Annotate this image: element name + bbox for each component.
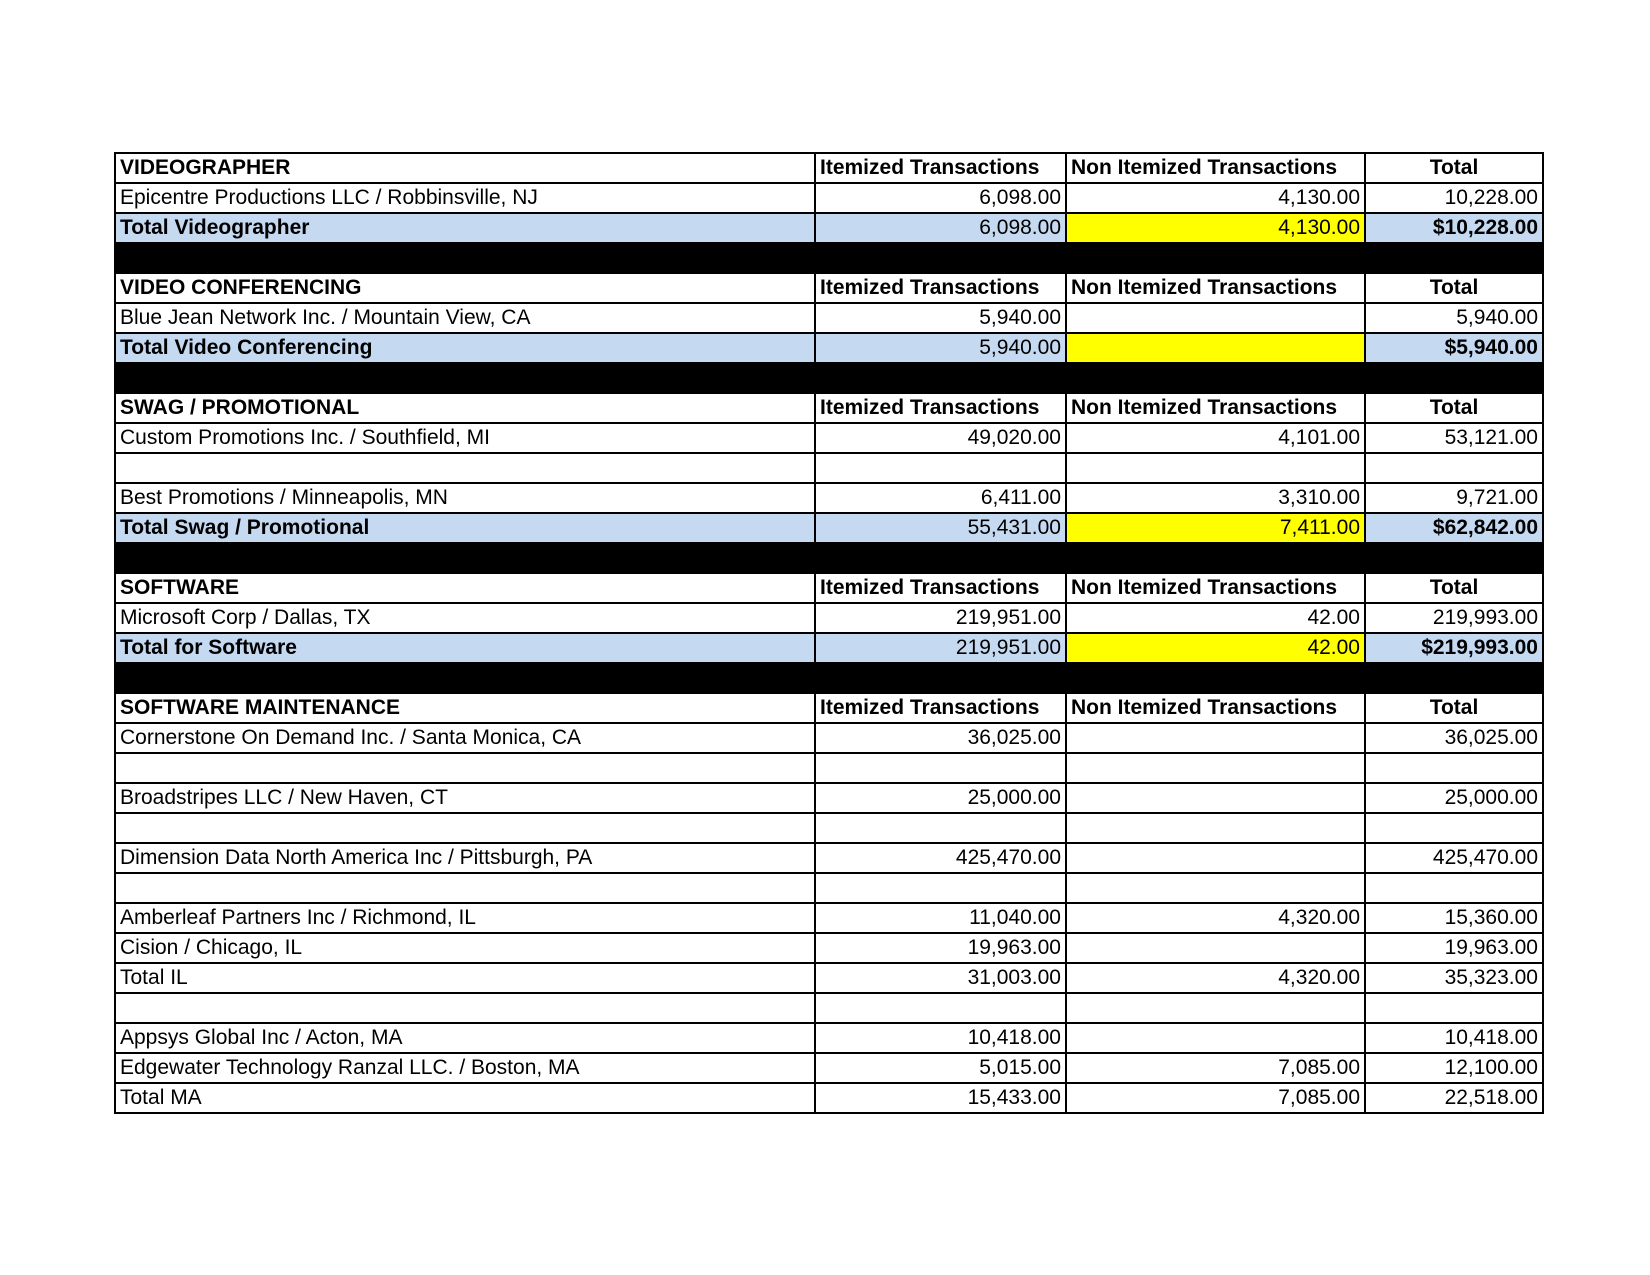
column-header-non-itemized: Non Itemized Transactions bbox=[1066, 693, 1365, 723]
total-cell: 35,323.00 bbox=[1365, 963, 1543, 993]
vendor-cell: Amberleaf Partners Inc / Richmond, IL bbox=[115, 903, 815, 933]
table-row bbox=[115, 1023, 1543, 1053]
section-total-non-itemized: 7,411.00 bbox=[1066, 513, 1365, 543]
non-itemized-cell bbox=[1066, 1023, 1365, 1053]
vendor-cell: Cornerstone On Demand Inc. / Santa Monica, CA bbox=[115, 723, 815, 753]
column-header-total: Total bbox=[1365, 573, 1543, 603]
column-header-non-itemized: Non Itemized Transactions bbox=[1066, 573, 1365, 603]
section-total-row bbox=[115, 633, 1543, 663]
vendor-cell bbox=[115, 453, 815, 483]
total-cell bbox=[1365, 813, 1543, 843]
table-row bbox=[115, 483, 1543, 513]
section-grand-total: $62,842.00 bbox=[1365, 513, 1543, 543]
vendor-cell: Appsys Global Inc / Acton, MA bbox=[115, 1023, 815, 1053]
vendor-cell bbox=[115, 753, 815, 783]
section-total-non-itemized: 4,130.00 bbox=[1066, 213, 1365, 243]
column-header-itemized: Itemized Transactions bbox=[815, 273, 1066, 303]
table-row bbox=[115, 183, 1543, 213]
vendor-cell: Broadstripes LLC / New Haven, CT bbox=[115, 783, 815, 813]
section-title: SOFTWARE bbox=[115, 573, 815, 603]
table-row bbox=[115, 873, 1543, 903]
total-cell: 15,360.00 bbox=[1365, 903, 1543, 933]
non-itemized-cell bbox=[1066, 843, 1365, 873]
itemized-cell: 31,003.00 bbox=[815, 963, 1066, 993]
section-grand-total: $10,228.00 bbox=[1365, 213, 1543, 243]
non-itemized-cell bbox=[1066, 723, 1365, 753]
itemized-cell bbox=[815, 993, 1066, 1023]
total-cell: 25,000.00 bbox=[1365, 783, 1543, 813]
itemized-cell: 11,040.00 bbox=[815, 903, 1066, 933]
total-cell bbox=[1365, 753, 1543, 783]
non-itemized-cell bbox=[1066, 303, 1365, 333]
section-total-row bbox=[115, 333, 1543, 363]
table-row bbox=[115, 1083, 1543, 1113]
itemized-cell: 36,025.00 bbox=[815, 723, 1066, 753]
column-header-itemized: Itemized Transactions bbox=[815, 573, 1066, 603]
section-header-row bbox=[115, 693, 1543, 723]
vendor-cell: Custom Promotions Inc. / Southfield, MI bbox=[115, 423, 815, 453]
itemized-cell: 6,411.00 bbox=[815, 483, 1066, 513]
column-header-total: Total bbox=[1365, 393, 1543, 423]
non-itemized-cell: 7,085.00 bbox=[1066, 1083, 1365, 1113]
total-cell: 219,993.00 bbox=[1365, 603, 1543, 633]
vendor-cell: Microsoft Corp / Dallas, TX bbox=[115, 603, 815, 633]
table-row bbox=[115, 813, 1543, 843]
column-header-itemized: Itemized Transactions bbox=[815, 153, 1066, 183]
section-header-row bbox=[115, 393, 1543, 423]
table-row bbox=[115, 603, 1543, 633]
table-row bbox=[115, 453, 1543, 483]
non-itemized-cell: 4,130.00 bbox=[1066, 183, 1365, 213]
section-total-non-itemized: 42.00 bbox=[1066, 633, 1365, 663]
section-total-label: Total Swag / Promotional bbox=[115, 513, 815, 543]
vendor-cell: Total IL bbox=[115, 963, 815, 993]
non-itemized-cell bbox=[1066, 753, 1365, 783]
non-itemized-cell bbox=[1066, 453, 1365, 483]
vendor-cell bbox=[115, 813, 815, 843]
table-row bbox=[115, 963, 1543, 993]
section-title: SWAG / PROMOTIONAL bbox=[115, 393, 815, 423]
table-row bbox=[115, 933, 1543, 963]
vendor-cell: Edgewater Technology Ranzal LLC. / Boston, MA bbox=[115, 1053, 815, 1083]
section-separator bbox=[115, 363, 1543, 393]
column-header-total: Total bbox=[1365, 153, 1543, 183]
section-header-row bbox=[115, 573, 1543, 603]
section-total-itemized: 219,951.00 bbox=[815, 633, 1066, 663]
vendor-cell: Blue Jean Network Inc. / Mountain View, CA bbox=[115, 303, 815, 333]
column-header-itemized: Itemized Transactions bbox=[815, 393, 1066, 423]
total-cell: 36,025.00 bbox=[1365, 723, 1543, 753]
total-cell bbox=[1365, 873, 1543, 903]
table-row bbox=[115, 753, 1543, 783]
section-title: VIDEOGRAPHER bbox=[115, 153, 815, 183]
itemized-cell: 5,015.00 bbox=[815, 1053, 1066, 1083]
column-header-non-itemized: Non Itemized Transactions bbox=[1066, 273, 1365, 303]
table-row bbox=[115, 303, 1543, 333]
total-cell bbox=[1365, 453, 1543, 483]
section-title: SOFTWARE MAINTENANCE bbox=[115, 693, 815, 723]
separator-bar bbox=[115, 663, 1543, 693]
section-total-label: Total for Software bbox=[115, 633, 815, 663]
itemized-cell: 425,470.00 bbox=[815, 843, 1066, 873]
table-row bbox=[115, 783, 1543, 813]
table-row bbox=[115, 1053, 1543, 1083]
vendor-cell: Epicentre Productions LLC / Robbinsville, NJ bbox=[115, 183, 815, 213]
itemized-cell: 49,020.00 bbox=[815, 423, 1066, 453]
itemized-cell bbox=[815, 813, 1066, 843]
total-cell: 12,100.00 bbox=[1365, 1053, 1543, 1083]
table-row bbox=[115, 843, 1543, 873]
total-cell bbox=[1365, 993, 1543, 1023]
expense-table bbox=[114, 152, 1544, 1114]
itemized-cell: 6,098.00 bbox=[815, 183, 1066, 213]
table-row bbox=[115, 723, 1543, 753]
itemized-cell bbox=[815, 753, 1066, 783]
column-header-non-itemized: Non Itemized Transactions bbox=[1066, 393, 1365, 423]
itemized-cell bbox=[815, 873, 1066, 903]
vendor-cell bbox=[115, 873, 815, 903]
section-total-row bbox=[115, 213, 1543, 243]
non-itemized-cell bbox=[1066, 933, 1365, 963]
section-grand-total: $5,940.00 bbox=[1365, 333, 1543, 363]
vendor-cell bbox=[115, 993, 815, 1023]
column-header-non-itemized: Non Itemized Transactions bbox=[1066, 153, 1365, 183]
total-cell: 425,470.00 bbox=[1365, 843, 1543, 873]
section-title: VIDEO CONFERENCING bbox=[115, 273, 815, 303]
itemized-cell: 219,951.00 bbox=[815, 603, 1066, 633]
non-itemized-cell: 4,101.00 bbox=[1066, 423, 1365, 453]
itemized-cell: 10,418.00 bbox=[815, 1023, 1066, 1053]
non-itemized-cell bbox=[1066, 873, 1365, 903]
total-cell: 5,940.00 bbox=[1365, 303, 1543, 333]
table-row bbox=[115, 423, 1543, 453]
table-row bbox=[115, 993, 1543, 1023]
separator-bar bbox=[115, 543, 1543, 573]
section-total-label: Total Video Conferencing bbox=[115, 333, 815, 363]
vendor-cell: Total MA bbox=[115, 1083, 815, 1113]
section-total-row bbox=[115, 513, 1543, 543]
section-grand-total: $219,993.00 bbox=[1365, 633, 1543, 663]
section-header-row bbox=[115, 153, 1543, 183]
vendor-cell: Cision / Chicago, IL bbox=[115, 933, 815, 963]
section-header-row bbox=[115, 273, 1543, 303]
total-cell: 10,228.00 bbox=[1365, 183, 1543, 213]
non-itemized-cell: 4,320.00 bbox=[1066, 903, 1365, 933]
section-total-itemized: 5,940.00 bbox=[815, 333, 1066, 363]
separator-bar bbox=[115, 243, 1543, 273]
section-total-label: Total Videographer bbox=[115, 213, 815, 243]
section-total-non-itemized bbox=[1066, 333, 1365, 363]
vendor-cell: Dimension Data North America Inc / Pittsburgh, PA bbox=[115, 843, 815, 873]
total-cell: 22,518.00 bbox=[1365, 1083, 1543, 1113]
itemized-cell: 19,963.00 bbox=[815, 933, 1066, 963]
non-itemized-cell: 4,320.00 bbox=[1066, 963, 1365, 993]
non-itemized-cell bbox=[1066, 993, 1365, 1023]
section-total-itemized: 55,431.00 bbox=[815, 513, 1066, 543]
table-row bbox=[115, 903, 1543, 933]
total-cell: 9,721.00 bbox=[1365, 483, 1543, 513]
total-cell: 19,963.00 bbox=[1365, 933, 1543, 963]
total-cell: 10,418.00 bbox=[1365, 1023, 1543, 1053]
non-itemized-cell bbox=[1066, 783, 1365, 813]
column-header-total: Total bbox=[1365, 693, 1543, 723]
non-itemized-cell: 7,085.00 bbox=[1066, 1053, 1365, 1083]
non-itemized-cell bbox=[1066, 813, 1365, 843]
vendor-cell: Best Promotions / Minneapolis, MN bbox=[115, 483, 815, 513]
section-total-itemized: 6,098.00 bbox=[815, 213, 1066, 243]
itemized-cell: 5,940.00 bbox=[815, 303, 1066, 333]
separator-bar bbox=[115, 363, 1543, 393]
itemized-cell bbox=[815, 453, 1066, 483]
itemized-cell: 25,000.00 bbox=[815, 783, 1066, 813]
section-separator bbox=[115, 543, 1543, 573]
itemized-cell: 15,433.00 bbox=[815, 1083, 1066, 1113]
non-itemized-cell: 3,310.00 bbox=[1066, 483, 1365, 513]
section-separator bbox=[115, 243, 1543, 273]
total-cell: 53,121.00 bbox=[1365, 423, 1543, 453]
column-header-total: Total bbox=[1365, 273, 1543, 303]
section-separator bbox=[115, 663, 1543, 693]
non-itemized-cell: 42.00 bbox=[1066, 603, 1365, 633]
column-header-itemized: Itemized Transactions bbox=[815, 693, 1066, 723]
